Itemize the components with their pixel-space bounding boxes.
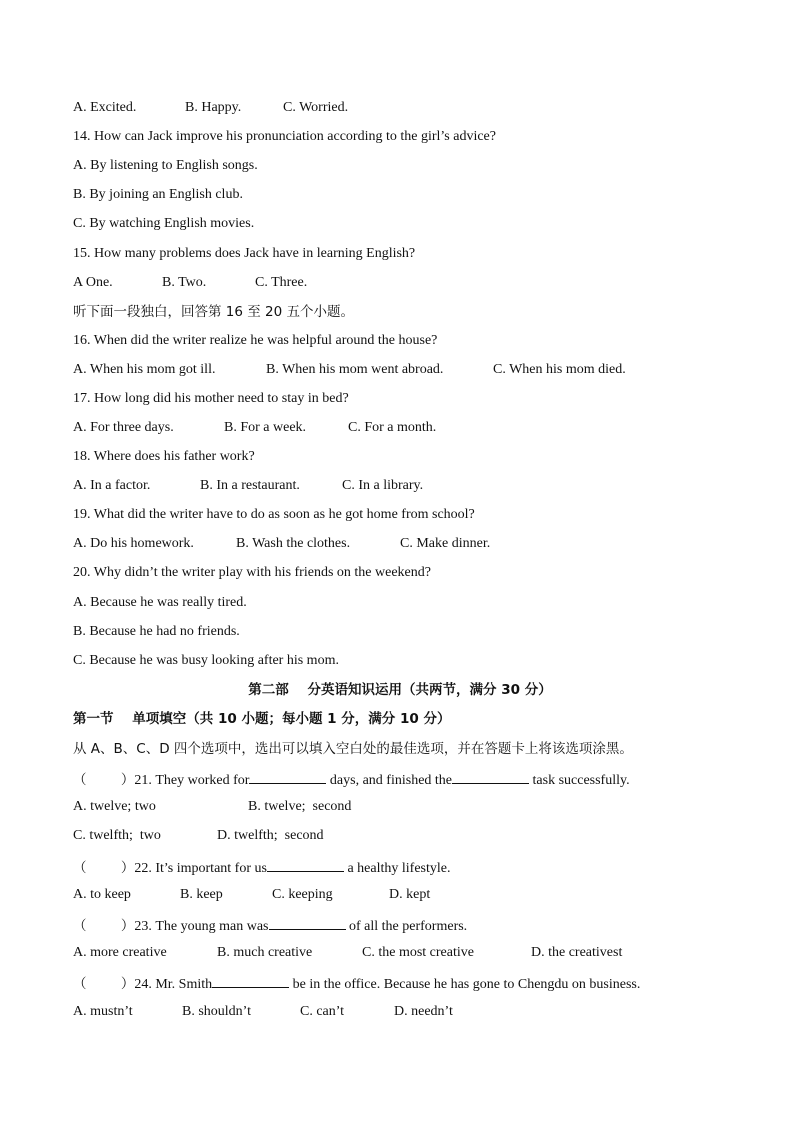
q23-answer-paren: （ ） — [73, 918, 135, 934]
q17-options — [73, 419, 436, 437]
q15-option-a: A One. — [73, 275, 113, 290]
q20-question: 20. Why didn’t the writer play with his friends on the weekend? — [73, 565, 431, 580]
q17-option-a: A. For three days. — [73, 420, 174, 435]
q16-option-c: C. When his mom died. — [493, 362, 626, 377]
q21-stem — [73, 769, 630, 790]
q19-option-c: C. Make dinner. — [400, 536, 491, 551]
q21-text-3: task successfully. — [529, 773, 630, 788]
q17-option-c: C. For a month. — [348, 420, 437, 435]
q22-option-b: B. keep — [180, 887, 223, 902]
q16-question: 16. When did the writer realize he was helpful around the house? — [73, 333, 438, 348]
q24-answer-paren: （ ） — [73, 976, 135, 992]
q13-option-a: A. Excited. — [73, 100, 137, 115]
section1-heading: 第一节 单项填空（共 10 小题；每小题 1 分，满分 10 分） — [73, 711, 451, 727]
q22-option-a: A. to keep — [73, 887, 131, 902]
q24-option-d: D. needn’t — [394, 1004, 453, 1019]
q15-option-c: C. Three. — [255, 275, 308, 290]
q15-question: 15. How many problems does Jack have in learning English? — [73, 246, 416, 261]
q22-options — [73, 886, 430, 904]
q23-option-d: D. the creativest — [531, 945, 623, 960]
q23-option-b: B. much creative — [217, 945, 313, 960]
q20-option-b: B. Because he had no friends. — [73, 624, 240, 639]
q22-text-2: a healthy lifestyle. — [343, 861, 451, 876]
q16-options — [73, 361, 626, 379]
q14-option-c: C. By watching English movies. — [73, 216, 255, 231]
q23-option-c: C. the most creative — [362, 945, 474, 960]
q21-text-1: 21. They worked for — [134, 773, 250, 788]
q24-option-b: B. shouldn’t — [182, 1004, 251, 1019]
q23-options — [73, 944, 622, 962]
q13-option-c: C. Worried. — [283, 100, 349, 115]
q16-option-b: B. When his mom went abroad. — [266, 362, 444, 377]
q22-option-d: D. kept — [389, 887, 431, 902]
q22-blank — [267, 857, 344, 872]
q18-option-a: A. In a factor. — [73, 478, 151, 493]
q24-option-c: C. can’t — [300, 1004, 345, 1019]
q22-stem — [73, 857, 450, 878]
q24-text-2: be in the office. Because he has gone to Chengdu on business. — [289, 977, 641, 992]
q21-option-d: D. twelfth; second — [217, 828, 324, 843]
q18-option-c: C. In a library. — [342, 478, 424, 493]
q14-option-a: A. By listening to English songs. — [73, 158, 258, 173]
q21-options-row2 — [73, 827, 324, 845]
q24-option-a: A. mustn’t — [73, 1004, 133, 1019]
q21-option-a: A. twelve; two — [73, 799, 156, 814]
q19-question: 19. What did the writer have to do as soon as he got home from school? — [73, 507, 475, 522]
q18-option-b: B. In a restaurant. — [200, 478, 300, 493]
q22-option-c: C. keeping — [272, 887, 333, 902]
q21-answer-paren: （ ） — [73, 772, 135, 788]
q23-option-a: A. more creative — [73, 945, 167, 960]
q14-option-b: B. By joining an English club. — [73, 187, 243, 202]
monologue-instruction: 听下面一段独白，回答第 16 至 20 五个小题。 — [73, 304, 355, 320]
q15-option-b: B. Two. — [162, 275, 207, 290]
q17-option-b: B. For a week. — [224, 420, 307, 435]
q20-option-c: C. Because he was busy looking after his mom. — [73, 653, 339, 668]
q17-question: 17. How long did his mother need to stay in bed? — [73, 391, 349, 406]
q20-option-a: A. Because he was really tired. — [73, 595, 247, 610]
q15-options — [73, 274, 307, 292]
section1-instruction: 从 A、B、C、D 四个选项中，选出可以填入空白处的最佳选项，并在答题卡上将该选项涂黑。 — [73, 741, 633, 757]
q21-blank-2 — [452, 769, 529, 784]
q13-option-b: B. Happy. — [185, 100, 242, 115]
q23-text-1: 23. The young man was — [134, 919, 269, 934]
q14-question: 14. How can Jack improve his pronunciation according to the girl’s advice? — [73, 129, 496, 144]
q21-blank-1 — [249, 769, 326, 784]
q22-answer-paren: （ ） — [73, 860, 135, 876]
part2-heading: 第二部 分英语知识运用（共两节，满分 30 分） — [248, 682, 552, 698]
q13-options — [73, 99, 348, 117]
q21-options-row1 — [73, 798, 351, 816]
q23-text-2: of all the performers. — [345, 919, 468, 934]
q23-blank — [269, 915, 346, 930]
q16-option-a: A. When his mom got ill. — [73, 362, 216, 377]
q24-options — [73, 1003, 453, 1021]
q19-option-a: A. Do his homework. — [73, 536, 194, 551]
q21-option-c: C. twelfth; two — [73, 828, 161, 843]
q21-text-2: days, and finished the — [326, 773, 453, 788]
q22-text-1: 22. It’s important for us — [134, 861, 267, 876]
q24-stem — [73, 973, 640, 994]
q19-option-b: B. Wash the clothes. — [236, 536, 351, 551]
q23-stem — [73, 915, 467, 936]
q18-question: 18. Where does his father work? — [73, 449, 255, 464]
q24-blank — [212, 973, 289, 988]
q21-option-b: B. twelve; second — [248, 799, 352, 814]
q24-text-1: 24. Mr. Smith — [134, 977, 213, 992]
q18-options — [73, 477, 423, 495]
q19-options — [73, 535, 490, 553]
